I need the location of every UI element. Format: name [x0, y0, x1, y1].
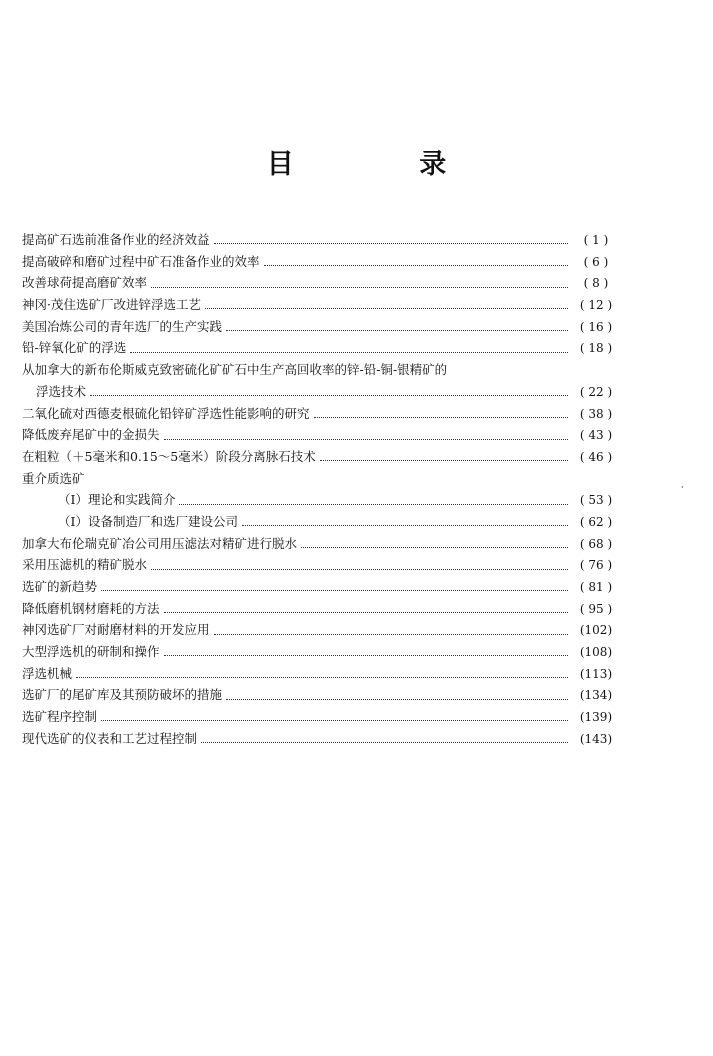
dot-leader — [151, 569, 568, 570]
toc-entry[interactable] — [22, 576, 620, 598]
toc-entry[interactable] — [22, 663, 620, 685]
toc-entry-page: (108) — [579, 645, 613, 660]
toc-entry-page: ( 43 ) — [579, 428, 613, 443]
toc-entry[interactable] — [22, 511, 620, 533]
toc-entry[interactable] — [22, 337, 620, 359]
toc-entry-page: ( 76 ) — [579, 558, 613, 573]
table-of-contents — [22, 229, 620, 750]
dot-leader — [214, 243, 568, 244]
dot-leader — [301, 547, 568, 548]
dot-leader — [242, 525, 568, 526]
toc-entry-page: ( 18 ) — [579, 341, 613, 356]
toc-entry[interactable] — [22, 684, 620, 706]
toc-entry[interactable] — [22, 706, 620, 728]
dot-leader — [164, 439, 568, 440]
dot-leader — [164, 612, 568, 613]
toc-entry-title: 改善球荷提高磨矿效率 — [22, 275, 148, 291]
toc-entry-page: (113) — [579, 666, 613, 681]
toc-entry-title: 加拿大布伦瑞克矿冶公司用压滤法对精矿进行脱水 — [22, 535, 298, 551]
toc-entry-page: ( 53 ) — [579, 493, 613, 508]
dot-leader — [314, 417, 568, 418]
dot-leader — [164, 655, 568, 656]
dot-leader — [76, 677, 568, 678]
toc-entry-title: 大型浮选机的研制和操作 — [22, 644, 160, 660]
toc-entry-title: 降低废弃尾矿中的金损失 — [22, 427, 160, 443]
toc-entry[interactable] — [22, 446, 620, 468]
dot-leader — [205, 308, 568, 309]
dot-leader — [130, 352, 568, 353]
toc-entry-title: 铅-锌氧化矿的浮选 — [22, 340, 127, 356]
toc-entry-title: 提高破碎和磨矿过程中矿石准备作业的效率 — [22, 253, 260, 269]
toc-entry[interactable] — [22, 728, 620, 750]
toc-entry-page: (143) — [579, 731, 613, 746]
toc-entry-page: ( 12 ) — [579, 298, 613, 313]
toc-entry-title: （Ⅰ）设备制造厂和选厂建设公司 — [58, 513, 238, 529]
toc-entry-title: 选矿程序控制 — [22, 709, 98, 725]
dot-leader — [226, 330, 568, 331]
toc-entry-title: 重介质选矿 — [22, 470, 85, 486]
toc-section-heading[interactable] — [22, 468, 620, 490]
toc-entry[interactable] — [22, 381, 620, 403]
toc-entry-title: 选矿的新趋势 — [22, 579, 98, 594]
toc-entry-title: 提高矿石选前准备作业的经济效益 — [22, 232, 210, 247]
toc-entry-title: 浮选机械 — [22, 665, 73, 681]
toc-entry-title: 现代选矿的仪表和工艺过程控制 — [22, 730, 198, 746]
toc-entry-title: 在粗粒（＋5毫米和0.15～5毫米）阶段分离脉石技术 — [22, 448, 316, 464]
toc-entry-title: 选矿厂的尾矿库及其预防破坏的措施 — [22, 687, 223, 703]
toc-entry-title: 从加拿大的新布伦斯威克致密硫化矿矿石中生产高回收率的锌-铅-铜-银精矿的 — [22, 362, 448, 378]
toc-entry-title: 美国冶炼公司的青年选厂的生产实践 — [22, 318, 223, 334]
toc-entry-title: （Ⅰ）理论和实践简介 — [58, 492, 176, 508]
dot-leader — [101, 720, 568, 721]
scan-speck-mark: ⸳ — [681, 481, 684, 492]
toc-entry-page: ( 95 ) — [579, 601, 613, 616]
dot-leader — [101, 590, 568, 591]
dot-leader — [179, 504, 568, 505]
toc-entry-page: ( 38 ) — [579, 406, 613, 421]
toc-entry-page: ( 81 ) — [579, 580, 613, 594]
toc-entry[interactable] — [22, 294, 620, 316]
toc-entry-title: 降低磨机钢材磨耗的方法 — [22, 600, 160, 616]
toc-entry[interactable] — [22, 316, 620, 338]
toc-entry[interactable] — [22, 598, 620, 620]
toc-entry-page: ( 22 ) — [579, 384, 613, 399]
dot-leader — [90, 395, 568, 396]
toc-entry[interactable] — [22, 272, 620, 294]
toc-entry[interactable] — [22, 251, 620, 273]
dot-leader — [151, 287, 568, 288]
toc-entry-page: ( 6 ) — [583, 254, 609, 269]
toc-entry-title: 采用压滤机的精矿脱水 — [22, 557, 148, 573]
toc-entry-title: 神冈·茂住选矿厂改进锌浮选工艺 — [22, 297, 201, 313]
toc-entry-page: (102) — [579, 623, 613, 638]
toc-entry-page: ( 16 ) — [579, 319, 613, 334]
toc-entry-heading[interactable] — [22, 359, 620, 381]
toc-entry[interactable] — [22, 533, 620, 555]
toc-entry-page: (139) — [579, 710, 613, 725]
toc-entry[interactable] — [22, 424, 620, 446]
toc-entry-page: ( 1 ) — [583, 233, 609, 247]
toc-entry[interactable] — [22, 403, 620, 425]
dot-leader — [264, 265, 568, 266]
dot-leader — [320, 460, 568, 461]
page-title: 目 录 — [266, 149, 505, 180]
toc-entry-title: 二氧化硫对西德麦根硫化铅锌矿浮选性能影响的研究 — [22, 405, 310, 421]
dot-leader — [201, 742, 568, 743]
toc-entry-page: ( 8 ) — [583, 276, 609, 291]
toc-entry[interactable] — [22, 554, 620, 576]
toc-entry-page: ( 68 ) — [579, 536, 613, 551]
dot-leader — [226, 699, 568, 700]
toc-entry-title: 神冈选矿厂对耐磨材料的开发应用 — [22, 622, 210, 638]
toc-entry[interactable] — [22, 489, 620, 511]
toc-entry-page: ( 46 ) — [579, 449, 613, 464]
dot-leader — [214, 634, 568, 635]
toc-entry[interactable] — [22, 641, 620, 663]
toc-entry-title: 浮选技术 — [36, 383, 87, 399]
toc-entry-page: ( 62 ) — [579, 514, 613, 529]
toc-entry[interactable] — [22, 619, 620, 641]
toc-entry[interactable] — [22, 229, 620, 251]
toc-entry-page: (134) — [579, 688, 613, 703]
